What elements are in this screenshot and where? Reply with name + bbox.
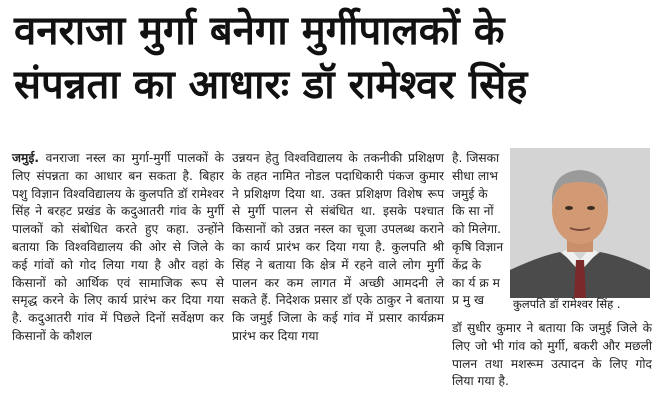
column-3-line: केंद्र के [452,257,482,272]
column-2-text: उन्नयन हेतु विश्वविद्यालय के तकनीकी प्रशिक्षण के तहत नामित नोडल पदाधिकारी पंकज कुमार ने प्रशिक्षण दिया था. उक्त प्रशिक्षण विशेष रूप से मुर्गी पालन से संबंधित था. इसके पश्चात किसानों को उन्नत नस्ल का चूजा उपलब्ध कराने का कार्य प्रारंभ कर दिया गया है. कुलपति श्री सिंह ने बताया कि क्षेत्र में रहने वाले लोग मुर्गी पालन कर कम लागत में अच्छी आमदनी ले सकते हैं. निदेशक प्रसार डॉ एके ठाकुर ने बताया कि जमुई जिला के कई गांव में प्रसार कार्यक्रम प्रारंभ कर दिया गया [232,151,444,343]
column-3-line: कि सा नों [452,204,494,219]
article-column-3-bottom [452,320,652,391]
article-column-2 [232,150,444,346]
column-3-line: का र्य क्र म [452,275,500,290]
column-1-text: वनराजा नस्ल का मुर्गा-मुर्गी पालकों के लिए संपन्नता का आधार बन सकता है. बिहार पशु विज्ञान विश्वविद्यालय के कुलपति डॉ रामेश्वर सिंह ने बरहट प्रखंड के कदुआतरी गांव के मुर्गी पालकों को संबोधित करते हुए कहा. उन्होंने बताया कि विश्वविद्यालय की ओर से जिले के कई गांवों को गोद लिया गया है और वहां के किसानों को आर्थिक एवं सामाजिक रूप से समृद्ध करने के लिए कार्य प्रारंभ कर दिया गया है. कदुआतरी गांव में पिछले दिनों सर्वेक्षण कर किसानों के कौशल [12,151,224,343]
column-3-bottom-text: डॉ सुधीर कुमार ने बताया कि जमुई जिले के लिए जो भी गांव को मुर्गी, बकरी और मछली पालन तथा मशरूम उत्पादन के लिए गोद लिया गया है. [452,321,652,389]
headline-line-2: संपन्नता का आधारः डॉ रामेश्वर सिंह [14,62,528,108]
headline [14,4,644,112]
column-3-line: कृषि विज्ञान [452,239,504,254]
photo-caption: कुलपति डॉ रामेश्वर सिंह . [513,297,621,311]
headline-line-1: वनराजा मुर्गा बनेगा मुर्गीपालकों के [14,8,505,54]
dateline: जमुई. [12,151,39,165]
column-3-line: प्र मु ख [452,293,484,308]
column-3-line: को मिलेगा. [452,222,501,237]
column-3-line: है. जिसका [452,151,500,165]
column-3-line: सीधा लाभ [452,168,498,183]
portrait-photo [510,148,650,298]
column-3-line: जमुई के [452,186,488,201]
article-column-1 [12,150,224,346]
